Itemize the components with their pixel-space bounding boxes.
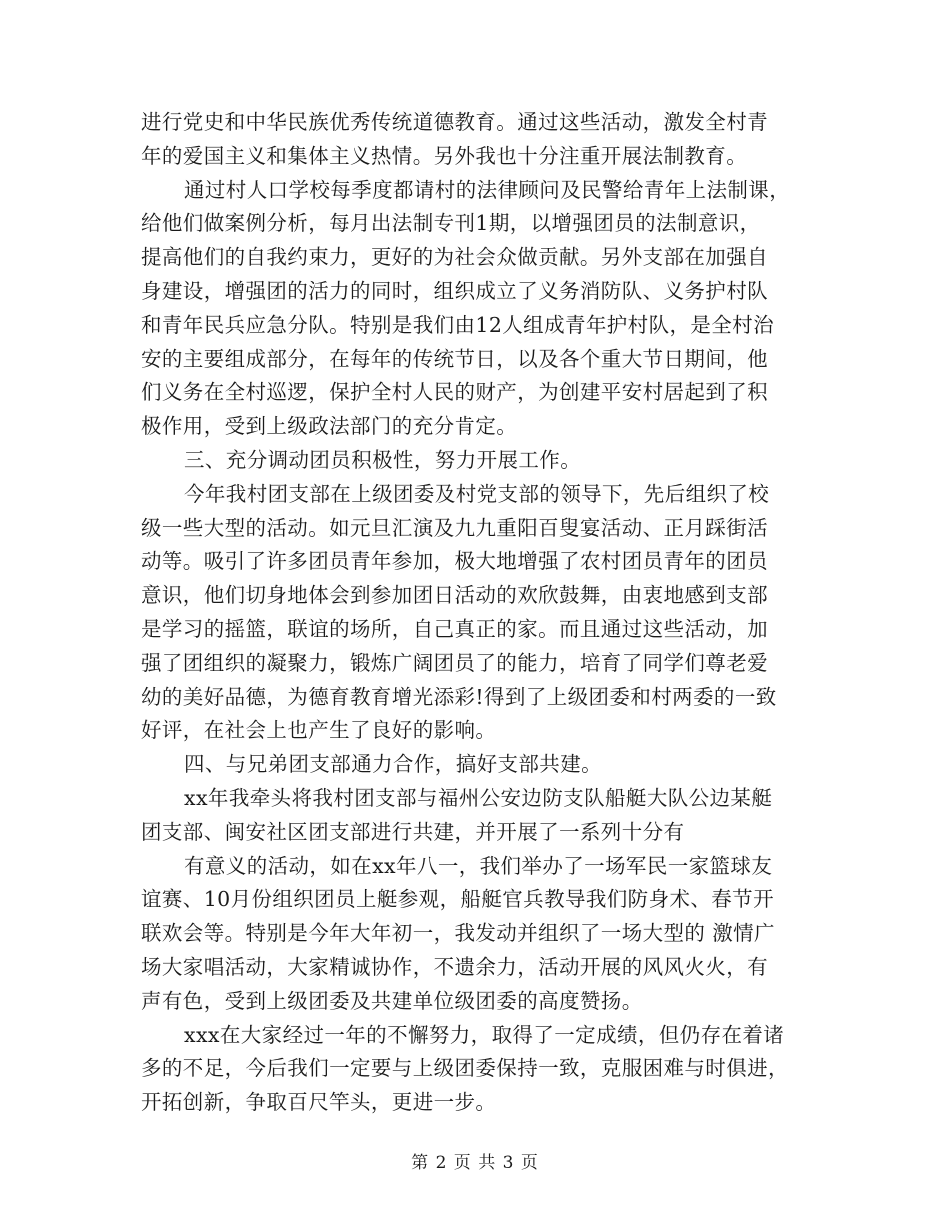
text-line: 多的不足，今后我们一定要与上级团委保持一致，克服困难与时俱进， [141,1056,789,1081]
text-line: xx年我牵头将我村团支部与福州公安边防支队船艇大队公边某艇 [184,785,773,810]
text-line: xxx在大家经过一年的不懈努力，取得了一定成绩，但仍存在着诸 [184,1022,785,1047]
text-line: 谊赛、10月份组织团员上艇参观，船艇官兵教导我们防身术、春节开 [141,887,774,912]
text-line: 今年我村团支部在上级团委及村党支部的领导下，先后组织了校 [184,481,770,506]
page-number-footer: 第 2 页 共 3 页 [411,1153,539,1173]
text-line: 有意义的活动，如在xx年八一，我们举办了一场军民一家篮球友 [184,853,773,878]
section-heading: 四、与兄弟团支部通力合作，搞好支部共建。 [184,752,602,777]
document-body [141,106,821,1120]
text-line: 极作用，受到上级政法部门的充分肯定。 [141,414,518,439]
text-line: 场大家唱活动，大家精诚协作，不遗余力，活动开展的风风火火，有 [141,954,768,979]
text-line: 声有色，受到上级团委及共建单位级团委的高度赞扬。 [141,988,643,1013]
text-line: 们义务在全村巡逻，保护全村人民的财产，为创建平安村居起到了积 [141,380,768,405]
text-line: 幼的美好品德，为德育教育增光添彩!得到了上级团委和村两委的一致 [141,684,777,709]
section-heading: 三、充分调动团员积极性，努力开展工作。 [184,447,582,472]
text-line: 身建设，增强团的活力的同时，组织成立了义务消防队、义务护村队 [141,278,768,303]
text-line: 和青年民兵应急分队。特别是我们由12人组成青年护村队，是全村治 [141,312,774,337]
text-line: 提高他们的自我约束力，更好的为社会众做贡献。另外支部在加强自 [141,245,768,270]
text-line: 动等。吸引了许多团员青年参加，极大地增强了农村团员青年的团员 [141,549,768,574]
text-line: 级一些大型的活动。如元旦汇演及九九重阳百叟宴活动、正月踩街活 [141,515,768,540]
text-line: 进行党史和中华民族优秀传统道德教育。通过这些活动，激发全村青 [141,110,768,134]
text-line: 开拓创新，争取百尺竿头，更进一步。 [141,1090,497,1115]
text-line: 意识，他们切身地体会到参加团日活动的欢欣鼓舞，由衷地感到支部 [141,583,768,608]
text-line: 团支部、闽安社区团支部进行共建，并开展了一系列十分有 [141,819,685,844]
text-line: 年的爱国主义和集体主义热情。另外我也十分注重开展法制教育。 [141,143,748,168]
text-line: 是学习的摇篮，联谊的场所，自己真正的家。而且通过这些活动，加 [141,616,768,641]
text-line: 强了团组织的凝聚力，锻炼广阔团员了的能力，培育了同学们尊老爱 [141,650,768,675]
text-line: 通过村人口学校每季度都请村的法律顾问及民警给青年上法制课， [184,177,791,202]
text-line: 给他们做案例分析，每月出法制专刊1期，以增强团员的法制意识， [141,211,761,236]
text-line: 联欢会等。特别是今年大年初一，我发动并组织了一场大型的 激情广 [141,921,775,946]
text-line: 好评，在社会上也产生了良好的影响。 [141,718,497,743]
text-line: 安的主要组成部分，在每年的传统节日，以及各个重大节日期间，他 [141,346,768,371]
